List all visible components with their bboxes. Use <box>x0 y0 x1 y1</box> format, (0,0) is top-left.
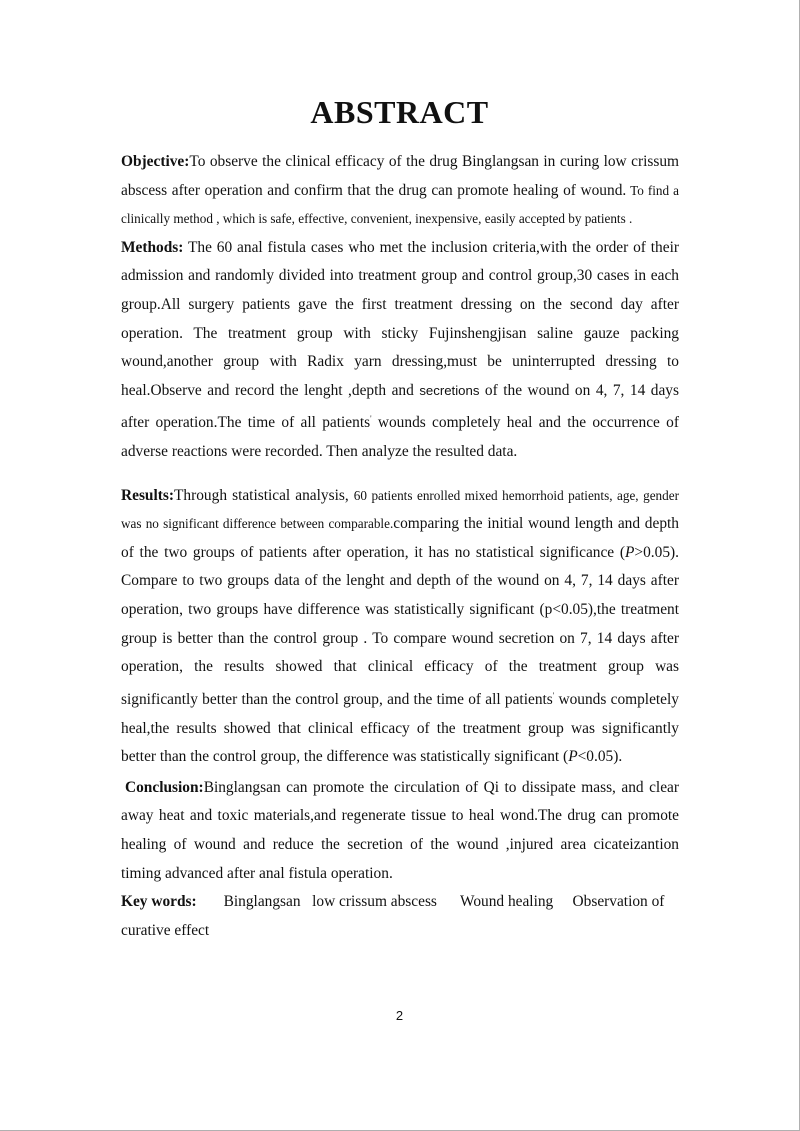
methods-paragraph <box>121 234 679 467</box>
methods-apostrophe: ' <box>370 414 372 424</box>
methods-label: Methods: <box>121 238 184 256</box>
conclusion-paragraph <box>121 774 679 888</box>
results-p-italic-2: P <box>568 748 578 766</box>
keywords-label: Key words: <box>121 893 197 911</box>
page-number: 2 <box>395 1008 404 1023</box>
results-apostrophe: ' <box>552 690 555 700</box>
conclusion-text: Binglangsan can promote the circulation of Qi to dissipate mass, and clear away heat and toxic materials,and regenerate tissue to heal wond.The drug can promote healing of wound and reduce the secretion of the wound ,injured area cicateizantion timing advanced after anal fistula operation. <box>121 778 679 882</box>
results-text-a: Through statistical analysis, <box>174 486 354 504</box>
abstract-title: ABSTRACT <box>310 94 489 130</box>
results-text-small: 60 patients enrolled mixed hemorrhoid patients, age, gender was no significant difference between comparable. <box>121 487 679 532</box>
results-paragraph <box>121 482 679 772</box>
methods-text-a: The 60 anal fistula cases who met the inclusion criteria,with the order of their admission and randomly divided into treatment group and control group,30 cases in each group.All surgery patients gave the first treatment dressing on the second day after operation. The treatment group with sticky Fujinshengjisan saline gauze packing wound,another group with Radix yarn dressing,must be uninterrupted dressing to heal.Observe and record the lenght ,depth and <box>121 238 679 399</box>
methods-text-c: wounds completely heal and the occurrence of adverse reactions were recorded. Then analyze the resulted data. <box>121 414 679 461</box>
results-text-b: comparing the initial wound length and depth of the two groups of patients after operation, it has no statistical significance ( <box>121 515 679 561</box>
objective-paragraph <box>121 148 679 234</box>
results-text-c: >0.05). Compare to two groups data of the lenght and depth of the wound on 4, 7, 14 days after operation, two groups have difference was statistically significant (p<0.05),the treatment group is better than the control group . To compare wound secretion on 7, 14 days after operation, the results showed that clinical efficacy of the treatment group was significantly better than the control group, and the time of all patients <box>121 543 679 708</box>
results-text-d: wounds completely heal,the results showed that clinical efficacy of the treatment group was significantly better than the control group, the difference was statistically significant ( <box>121 690 679 766</box>
conclusion-label: Conclusion: <box>125 778 204 796</box>
methods-text-secretions: secretions <box>419 382 480 398</box>
results-label: Results: <box>121 486 175 504</box>
results-text-e: <0.05). <box>577 748 623 766</box>
methods-text-b: of the wound on 4, 7, 14 days after operation.The time of all patients <box>121 381 679 432</box>
objective-label: Objective: <box>121 153 190 170</box>
keyword-item: Wound healing <box>460 893 554 911</box>
keyword-item: low crissum abscess <box>312 893 437 911</box>
keywords-paragraph <box>121 888 679 945</box>
objective-text-small: To find a clinically method , which is safe, effective, convenient, inexpensive, easily accepted by patients . <box>121 182 679 227</box>
keyword-item: Observation of curative effect <box>121 893 665 939</box>
abstract-body <box>121 148 679 945</box>
results-p-italic-1: P <box>625 543 635 561</box>
objective-text: To observe the clinical efficacy of the drug Binglangsan in curing low crissum abscess after operation and confirm that the drug can promote healing of wound. <box>121 153 679 199</box>
keyword-item: Binglangsan <box>223 893 301 911</box>
